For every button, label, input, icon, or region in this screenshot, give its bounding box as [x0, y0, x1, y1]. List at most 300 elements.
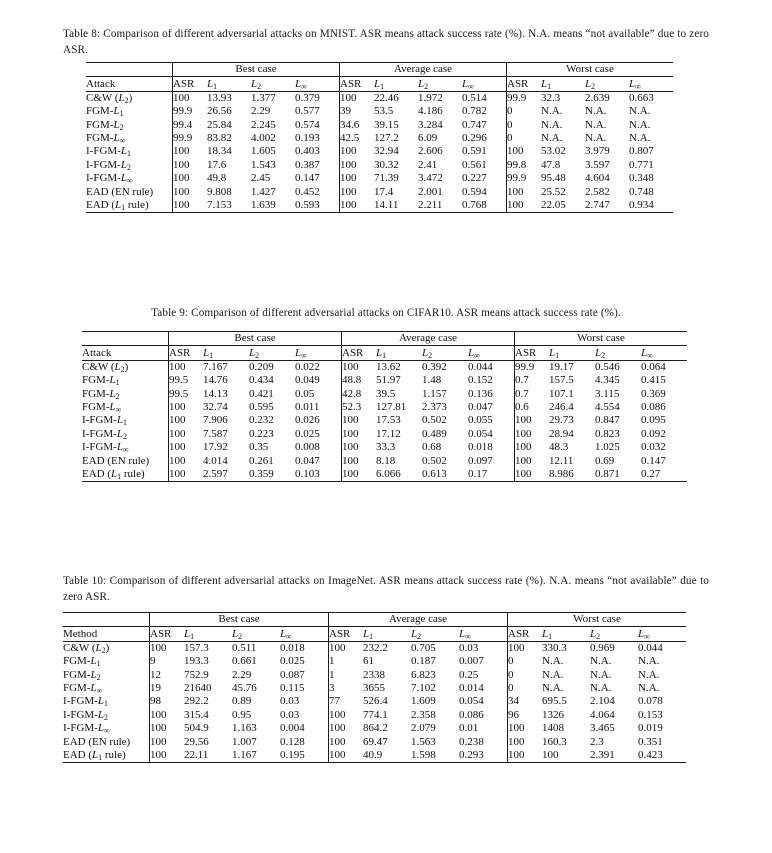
cell-best-asr: 99.9 — [173, 105, 208, 118]
cell-worst-l2: 2.582 — [585, 185, 610, 198]
cell-average-asr: 100 — [342, 454, 377, 467]
column-header-worst-linf: $L_\infty$ — [638, 627, 686, 641]
row-label: EAD ($L_1$ rule) — [82, 468, 169, 482]
cell-worst-asr: 100 — [515, 454, 550, 467]
cell-average-l1: 17.12 — [376, 427, 401, 440]
cell-average-l1: 39.15 — [374, 118, 399, 131]
cell-worst-linf: 0.369 — [641, 387, 666, 400]
cell-average-l1: 39.5 — [376, 387, 396, 400]
cell-best-asr: 12 — [150, 669, 185, 682]
group-header-spacer — [82, 332, 169, 346]
cell-average-l1: 40.9 — [363, 749, 411, 763]
cell-average-asr: 100 — [340, 185, 375, 198]
cell-best-linf: 0.087 — [280, 668, 305, 681]
cell-average-l1: 51.97 — [376, 374, 401, 387]
cell-worst-asr: 100 — [515, 468, 550, 482]
cell-average-asr: 77 — [329, 695, 364, 708]
column-header-worst-asr: ASR — [515, 346, 550, 360]
cell-worst-linf: 0.807 — [629, 145, 654, 158]
cell-worst-asr: 100 — [515, 414, 550, 427]
cell-worst-l2: 3.597 — [585, 158, 610, 171]
cell-worst-l1: 28.94 — [549, 427, 574, 440]
cell-average-asr: 100 — [329, 709, 364, 722]
cell-best-l1: 14.13 — [203, 387, 228, 400]
cell-worst-l1: 695.5 — [542, 695, 567, 708]
cell-best-l2: 0.359 — [249, 468, 295, 482]
column-header-average-asr: ASR — [329, 627, 364, 641]
cell-worst-l2: N.A. — [585, 105, 607, 118]
row-label: EAD (EN rule) — [63, 735, 131, 748]
table-8 — [86, 62, 673, 213]
table-column-header-row — [82, 346, 687, 360]
cell-average-l1: 53.5 — [374, 105, 394, 118]
row-label: EAD ($L_1$ rule) — [63, 749, 150, 763]
row-label: FGM-$L_2$ — [82, 387, 120, 401]
cell-worst-asr: 100 — [508, 735, 543, 748]
cell-average-l2: 1.157 — [422, 387, 447, 400]
cell-best-l1: 21640 — [184, 682, 212, 695]
cell-best-asr: 99.5 — [169, 374, 204, 387]
cell-worst-linf: N.A. — [638, 655, 660, 668]
cell-worst-l2: 1.025 — [595, 441, 620, 454]
cell-average-asr: 42.8 — [342, 388, 377, 401]
cell-average-l2: 0.502 — [422, 454, 447, 467]
cell-best-asr: 100 — [150, 722, 185, 735]
cell-average-l1: 22.46 — [374, 91, 418, 105]
cell-average-asr: 100 — [329, 722, 364, 735]
cell-average-l2: 0.502 — [422, 414, 447, 427]
table-row — [82, 428, 687, 441]
cell-worst-linf: 0.27 — [641, 468, 687, 482]
cell-worst-linf: 0.092 — [641, 427, 666, 440]
table-row — [86, 91, 673, 105]
cell-best-l2: 1.377 — [251, 91, 295, 105]
cell-worst-linf: 0.032 — [641, 441, 666, 454]
cell-worst-l2: 4.345 — [595, 374, 620, 387]
row-label: EAD (EN rule) — [86, 185, 154, 198]
cell-average-l2: 1.563 — [411, 735, 436, 748]
cell-worst-l1: 48.3 — [549, 441, 569, 454]
cell-best-l2: 4.002 — [251, 132, 276, 145]
cell-worst-asr: 0 — [508, 669, 543, 682]
cell-best-asr: 100 — [150, 749, 185, 763]
cell-worst-l2: N.A. — [590, 668, 612, 681]
cell-worst-l2: 2.3 — [590, 735, 604, 748]
group-header-average: Average case — [340, 63, 507, 77]
group-header-worst: Worst case — [507, 63, 674, 77]
cell-best-asr: 100 — [150, 709, 185, 722]
cell-average-linf: 0.007 — [459, 655, 484, 668]
cell-average-asr: 100 — [342, 441, 377, 454]
cell-best-l1: 292.2 — [184, 695, 209, 708]
cell-worst-l1: 22.05 — [541, 199, 585, 213]
cell-worst-linf: 0.095 — [641, 414, 666, 427]
table-group-header-row — [86, 63, 673, 77]
table-10-container — [63, 612, 686, 763]
cell-worst-l2: N.A. — [585, 118, 607, 131]
cell-average-l2: 0.392 — [422, 360, 468, 374]
cell-average-l1: 127.81 — [376, 401, 407, 414]
cell-worst-l1: 32.3 — [541, 91, 585, 105]
cell-best-l1: 26.56 — [207, 105, 232, 118]
cell-best-linf: 0.195 — [280, 749, 329, 763]
cell-best-l2: 0.261 — [249, 454, 274, 467]
cell-average-l2: 2.358 — [411, 708, 436, 721]
column-header-average-l1: $L_1$ — [363, 627, 411, 641]
cell-worst-asr: 0.7 — [515, 374, 550, 387]
cell-best-l2: 0.232 — [249, 414, 274, 427]
cell-average-l1: 32.94 — [374, 145, 399, 158]
cell-best-linf: 0.049 — [295, 374, 320, 387]
cell-worst-l2: 0.823 — [595, 427, 620, 440]
cell-average-l2: 2.211 — [418, 199, 462, 213]
cell-average-asr: 100 — [340, 159, 375, 172]
column-header-average-l1: $L_1$ — [376, 346, 422, 360]
table-row — [63, 735, 686, 748]
cell-average-l2: 2.41 — [418, 158, 438, 171]
cell-average-l1: 2338 — [363, 668, 385, 681]
table-row — [63, 641, 686, 655]
cell-average-l1: 61 — [363, 655, 374, 668]
cell-best-l2: 0.89 — [232, 695, 252, 708]
cell-worst-l2: 4.064 — [590, 708, 615, 721]
cell-worst-l1: 95.48 — [541, 172, 566, 185]
cell-best-l1: 49.8 — [207, 172, 227, 185]
column-header-row-label: Attack — [82, 346, 169, 360]
cell-best-l2: 0.421 — [249, 387, 274, 400]
cell-average-asr: 42.5 — [340, 132, 375, 145]
column-header-best-l1: $L_1$ — [203, 346, 249, 360]
cell-worst-linf: 0.044 — [638, 641, 686, 655]
cell-best-linf: 0.047 — [295, 454, 320, 467]
cell-average-linf: 0.054 — [459, 695, 484, 708]
cell-best-asr: 99.9 — [173, 132, 208, 145]
cell-worst-l2: 3.979 — [585, 145, 610, 158]
cell-best-linf: 0.022 — [295, 360, 342, 374]
cell-worst-l2: 0.847 — [595, 414, 620, 427]
table-row — [82, 374, 687, 387]
cell-worst-linf: N.A. — [629, 132, 651, 145]
cell-worst-linf: 0.086 — [641, 401, 666, 414]
cell-average-asr: 100 — [329, 749, 364, 763]
cell-best-l2: 0.511 — [232, 641, 280, 655]
row-label: $I-FGM-L_2$ — [86, 158, 131, 172]
cell-best-linf: 0.387 — [295, 158, 320, 171]
cell-worst-linf: 0.663 — [629, 91, 673, 105]
cell-best-l1: 193.3 — [184, 655, 209, 668]
table-row — [86, 172, 673, 185]
cell-best-asr: 100 — [173, 159, 208, 172]
row-label: $I-FGM-L_\infty$ — [82, 441, 129, 455]
cell-worst-linf: 0.064 — [641, 360, 687, 374]
column-header-average-asr: ASR — [342, 346, 377, 360]
column-header-average-asr: ASR — [340, 77, 375, 91]
table-row — [63, 709, 686, 722]
cell-average-asr: 100 — [342, 414, 377, 427]
cell-average-linf: 0.018 — [468, 441, 493, 454]
cell-best-linf: 0.452 — [295, 185, 320, 198]
table-row — [82, 401, 687, 414]
column-header-best-l2: $L_2$ — [232, 627, 280, 641]
cell-average-l2: 3.284 — [418, 118, 443, 131]
table-row — [86, 105, 673, 118]
table-row — [63, 749, 686, 763]
cell-worst-l2: 2.391 — [590, 749, 638, 763]
cell-worst-linf: 0.147 — [641, 454, 666, 467]
cell-average-linf: 0.591 — [462, 145, 487, 158]
cell-best-linf: 0.577 — [295, 105, 320, 118]
cell-best-asr: 100 — [173, 185, 208, 198]
cell-average-l1: 526.4 — [363, 695, 388, 708]
cell-best-l2: 2.245 — [251, 118, 276, 131]
cell-best-l2: 2.45 — [251, 172, 271, 185]
cell-worst-l2: 3.465 — [590, 722, 615, 735]
cell-best-linf: 0.011 — [295, 401, 320, 414]
cell-average-linf: 0.514 — [462, 91, 507, 105]
cell-average-asr: 100 — [340, 199, 375, 213]
cell-worst-l1: 1408 — [542, 722, 564, 735]
table-column-header-row — [86, 77, 673, 91]
row-label: EAD (EN rule) — [82, 454, 150, 467]
table-group-header-row — [63, 613, 686, 627]
cell-best-linf: 0.025 — [295, 427, 320, 440]
table-row — [63, 682, 686, 695]
cell-average-l2: 3.472 — [418, 172, 443, 185]
column-header-row-label: Method — [63, 627, 150, 641]
cell-average-asr: 100 — [340, 172, 375, 185]
cell-worst-l1: 19.17 — [549, 360, 595, 374]
cell-average-l1: 17.4 — [374, 185, 394, 198]
cell-average-linf: 0.01 — [459, 722, 479, 735]
cell-average-asr: 100 — [329, 735, 364, 748]
cell-best-l2: 0.209 — [249, 360, 295, 374]
cell-worst-l1: 330.3 — [542, 641, 590, 655]
cell-average-asr: 100 — [340, 145, 375, 158]
cell-best-asr: 100 — [150, 641, 185, 655]
cell-best-l2: 1.163 — [232, 722, 257, 735]
cell-best-l1: 504.9 — [184, 722, 209, 735]
cell-worst-l1: N.A. — [542, 668, 564, 681]
cell-worst-l1: 100 — [542, 749, 590, 763]
column-header-worst-l2: $L_2$ — [595, 346, 641, 360]
cell-worst-linf: 0.934 — [629, 199, 673, 213]
cell-worst-asr: 100 — [507, 185, 542, 198]
table-group-header-row — [82, 332, 687, 346]
cell-best-l2: 0.223 — [249, 427, 274, 440]
cell-average-asr: 100 — [342, 428, 377, 441]
cell-average-l1: 774.1 — [363, 708, 388, 721]
cell-average-l2: 0.613 — [422, 468, 468, 482]
cell-average-linf: 0.293 — [459, 749, 508, 763]
cell-best-l2: 0.595 — [249, 401, 274, 414]
cell-average-asr: 100 — [329, 641, 364, 655]
cell-worst-l1: N.A. — [542, 655, 564, 668]
column-header-worst-l1: $L_1$ — [542, 627, 590, 641]
cell-best-l1: 17.92 — [203, 441, 228, 454]
cell-worst-asr: 100 — [508, 641, 543, 655]
column-header-best-linf: $L_\infty$ — [280, 627, 329, 641]
cell-average-linf: 0.17 — [468, 468, 515, 482]
column-header-worst-l2: $L_2$ — [585, 77, 629, 91]
cell-worst-l2: 4.604 — [585, 172, 610, 185]
cell-average-l1: 8.18 — [376, 454, 396, 467]
cell-worst-l1: N.A. — [541, 132, 563, 145]
cell-worst-l1: 160.3 — [542, 735, 567, 748]
cell-best-l2: 1.639 — [251, 199, 295, 213]
cell-worst-asr: 0 — [507, 105, 542, 118]
cell-worst-l2: N.A. — [590, 655, 612, 668]
cell-worst-asr: 100 — [508, 722, 543, 735]
table-row — [82, 388, 687, 401]
table-row — [63, 695, 686, 708]
cell-average-l2: 4.186 — [418, 105, 443, 118]
cell-average-linf: 0.561 — [462, 158, 487, 171]
cell-average-l2: 0.489 — [422, 427, 447, 440]
table-row — [86, 119, 673, 132]
cell-worst-asr: 99.9 — [507, 91, 542, 105]
cell-worst-l1: 107.1 — [549, 387, 574, 400]
cell-best-asr: 100 — [169, 428, 204, 441]
cell-worst-l1: 47.8 — [541, 158, 561, 171]
cell-average-linf: 0.152 — [468, 374, 493, 387]
table-row — [63, 669, 686, 682]
cell-best-l1: 315.4 — [184, 708, 209, 721]
cell-average-linf: 0.768 — [462, 199, 507, 213]
cell-worst-l1: 157.5 — [549, 374, 574, 387]
cell-best-l2: 1.605 — [251, 145, 276, 158]
cell-best-linf: 0.593 — [295, 199, 340, 213]
cell-worst-linf: N.A. — [629, 105, 651, 118]
group-header-best: Best case — [169, 332, 342, 346]
table-row — [82, 360, 687, 374]
cell-best-l2: 2.29 — [251, 105, 271, 118]
cell-worst-linf: N.A. — [638, 682, 660, 695]
cell-average-linf: 0.25 — [459, 668, 479, 681]
cell-average-linf: 0.047 — [468, 401, 493, 414]
cell-average-l1: 6.066 — [376, 468, 422, 482]
row-label: C&W $(L_2)$ — [63, 641, 150, 655]
cell-worst-asr: 0 — [508, 682, 543, 695]
column-header-average-l1: $L_1$ — [374, 77, 418, 91]
table-8-container — [86, 62, 673, 213]
cell-worst-l2: 0.69 — [595, 454, 615, 467]
column-header-worst-l2: $L_2$ — [590, 627, 638, 641]
cell-average-l1: 13.62 — [376, 360, 422, 374]
row-label: $I-FGM-L_2$ — [82, 427, 127, 441]
cell-best-l2: 0.661 — [232, 655, 257, 668]
cell-best-linf: 0.128 — [280, 735, 305, 748]
cell-best-asr: 98 — [150, 695, 185, 708]
column-header-average-linf: $L_\infty$ — [459, 627, 508, 641]
cell-best-l2: 0.95 — [232, 708, 252, 721]
column-header-best-asr: ASR — [173, 77, 208, 91]
cell-average-l2: 2.079 — [411, 722, 436, 735]
cell-worst-l1: 29.73 — [549, 414, 574, 427]
table-row — [82, 441, 687, 454]
row-label: $I-FGM-L_1$ — [82, 414, 127, 428]
group-header-worst: Worst case — [508, 613, 687, 627]
table-column-header-row — [63, 627, 686, 641]
cell-best-linf: 0.008 — [295, 441, 320, 454]
cell-best-l1: 7.167 — [203, 360, 249, 374]
cell-best-asr: 100 — [169, 360, 204, 374]
cell-best-l1: 32.74 — [203, 401, 228, 414]
cell-average-l2: 0.68 — [422, 441, 442, 454]
cell-best-l1: 157.3 — [184, 641, 232, 655]
row-label: $I-FGM-L_\infty$ — [63, 722, 110, 736]
cell-worst-l1: 1326 — [542, 708, 564, 721]
cell-best-linf: 0.03 — [280, 695, 300, 708]
cell-average-l2: 6.823 — [411, 668, 436, 681]
cell-best-l1: 7.587 — [203, 427, 228, 440]
cell-best-l1: 7.906 — [203, 414, 228, 427]
cell-average-l1: 17.53 — [376, 414, 401, 427]
cell-worst-linf: 0.748 — [629, 185, 654, 198]
cell-best-asr: 100 — [169, 454, 204, 467]
cell-average-l2: 6.09 — [418, 132, 438, 145]
table-row — [86, 199, 673, 213]
cell-worst-asr: 99.8 — [507, 159, 542, 172]
table-9-container — [82, 331, 687, 482]
table-8-caption: Table 8: Comparison of different adversarial attacks on MNIST. ASR means attack success rate (%). N.A. means “not available” due to zero ASR. — [63, 28, 709, 56]
cell-worst-l2: 2.639 — [585, 91, 629, 105]
group-header-average: Average case — [329, 613, 508, 627]
cell-average-l2: 1.48 — [422, 374, 442, 387]
cell-best-linf: 0.025 — [280, 655, 305, 668]
column-header-best-l2: $L_2$ — [249, 346, 295, 360]
cell-best-l1: 25.84 — [207, 118, 232, 131]
table-9 — [82, 331, 687, 482]
cell-worst-asr: 34 — [508, 695, 543, 708]
cell-best-asr: 100 — [173, 145, 208, 158]
row-label: FGM-$L_\infty$ — [86, 132, 126, 146]
table-row — [86, 185, 673, 198]
cell-best-linf: 0.193 — [295, 132, 320, 145]
group-header-best: Best case — [173, 63, 340, 77]
cell-worst-l1: 25.52 — [541, 185, 566, 198]
cell-average-l1: 33.3 — [376, 441, 396, 454]
cell-best-asr: 99.5 — [169, 388, 204, 401]
cell-average-linf: 0.238 — [459, 735, 484, 748]
column-header-best-linf: $L_\infty$ — [295, 77, 340, 91]
cell-average-asr: 52.3 — [342, 401, 377, 414]
cell-average-asr: 1 — [329, 669, 364, 682]
table-9-caption: Table 9: Comparison of different adversarial attacks on CIFAR10. ASR means attack success rate (%). — [151, 307, 621, 319]
group-header-spacer — [63, 613, 150, 627]
cell-best-asr: 19 — [150, 682, 185, 695]
cell-worst-asr: 99.9 — [515, 360, 550, 374]
cell-worst-linf: 0.415 — [641, 374, 666, 387]
cell-best-linf: 0.026 — [295, 414, 320, 427]
cell-worst-l1: N.A. — [542, 682, 564, 695]
cell-worst-asr: 100 — [515, 428, 550, 441]
cell-average-asr: 3 — [329, 682, 364, 695]
cell-average-linf: 0.227 — [462, 172, 487, 185]
cell-average-linf: 0.136 — [468, 387, 493, 400]
cell-best-linf: 0.018 — [280, 641, 329, 655]
cell-best-asr: 100 — [169, 401, 204, 414]
cell-average-asr: 100 — [342, 468, 377, 482]
row-label: $I-FGM-L_1$ — [63, 695, 108, 709]
cell-worst-asr: 0 — [507, 132, 542, 145]
row-label: C&W $(L_2)$ — [82, 360, 169, 374]
cell-worst-linf: N.A. — [638, 668, 660, 681]
cell-worst-linf: 0.423 — [638, 749, 686, 763]
cell-average-linf: 0.782 — [462, 105, 487, 118]
column-header-worst-linf: $L_\infty$ — [629, 77, 673, 91]
cell-average-asr: 100 — [342, 360, 377, 374]
cell-worst-l2: N.A. — [585, 132, 607, 145]
